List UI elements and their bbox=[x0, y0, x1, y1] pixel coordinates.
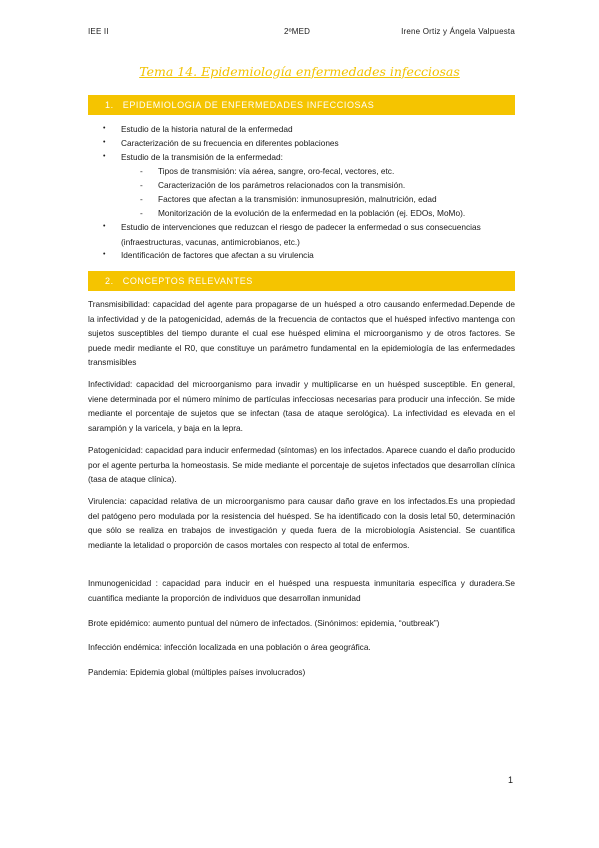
document-title bbox=[0, 64, 599, 79]
list-item bbox=[88, 150, 518, 165]
sub-list-item-text: Tipos de transmisión: vía aérea, sangre, oro-fecal, vectores, etc. bbox=[158, 166, 395, 176]
definition-brote-epidemico: Brote epidémico: aumento puntual del número de infectados. (Sinónimos: epidemia, “outbreak”) bbox=[88, 618, 440, 628]
sub-list-item-text: Monitorización de la evolución de la enfermedad en la población (ej. EDOs, MoMo). bbox=[158, 208, 466, 218]
section-number: 1. bbox=[105, 100, 114, 110]
list-item-text: Estudio de intervenciones que reduzcan el riesgo de padecer la enfermedad o sus consecuencias (infraestructuras, vacunas, antimicrobianos, etc.) bbox=[121, 222, 481, 247]
list-item-text: Caracterización de su frecuencia en diferentes poblaciones bbox=[121, 138, 339, 148]
bullet-icon: • bbox=[103, 223, 106, 230]
list-item bbox=[88, 220, 518, 249]
list-item-text: Identificación de factores que afectan a su virulencia bbox=[121, 250, 314, 260]
bullet-icon: • bbox=[103, 139, 106, 146]
dash-icon: - bbox=[140, 208, 143, 218]
definition-patogenicidad: Patogenicidad: capacidad para inducir enfermedad (síntomas) en los infectados. Aparece cuando el daño producido por el agente perturba la homeostasis. Se mide mediante el porcentaje de sujetos infectados que desarrollan clínica (tasa de ataque clínica). bbox=[88, 445, 515, 485]
header-authors: Irene Ortiz y Ángela Valpuesta bbox=[401, 27, 515, 36]
section-title: EPIDEMIOLOGIA DE ENFERMEDADES INFECCIOSAS bbox=[122, 100, 375, 110]
list-item bbox=[88, 136, 518, 151]
definition-transmisibilidad: Transmisibilidad: capacidad del agente para propagarse de un huésped a otro causando enfermedad.Depende de la infectividad y de la patogenicidad, además de la frecuencia de contactos que el huésped infectivo mantenga con sujetos susceptibles del tiempo durante el cual ese huésped elimina el microorganismo y de otros factores. Se puede medir mediante el R0, que constituye un parámetro fundamental en la epidemiología de las enfermedades transmisibles bbox=[88, 299, 515, 368]
definition-inmunogenicidad: Inmunogenicidad : capacidad para inducir en el huésped una respuesta inmunitaria específica y duradera.Se cuantifica mediante la proporción de individuos que desarrollan inmunidad bbox=[88, 578, 515, 603]
section-title: CONCEPTOS RELEVANTES bbox=[122, 276, 253, 286]
header-course: IEE II bbox=[88, 27, 109, 36]
definition-infectividad: Infectividad: capacidad del microorganismo para invadir y multiplicarse en un huésped susceptible. En general, viene determinada por el número mínimo de partículas infecciosas necesarias para producir una infección. Se mide mediante el porcentaje de sujetos que se infectan (tasa de ataque serológica). La infectividad es elevada en el sarampión y la varicela, y baja en la lepra. bbox=[88, 379, 515, 433]
list-item bbox=[88, 248, 518, 263]
sub-list-item-text: Factores que afectan a la transmisión: inmunosupresión, malnutrición, edad bbox=[158, 194, 437, 204]
section-heading-1 bbox=[88, 95, 515, 115]
bullet-icon: • bbox=[103, 125, 106, 132]
list-item-text: Estudio de la historia natural de la enfermedad bbox=[121, 124, 293, 134]
sub-list-item-text: Caracterización de los parámetros relacionados con la transmisión. bbox=[158, 180, 406, 190]
header-year: 2ºMED bbox=[284, 27, 311, 36]
list-item-text: Estudio de la transmisión de la enfermedad: bbox=[121, 152, 283, 162]
page-number: 1 bbox=[507, 775, 513, 785]
sub-list-item bbox=[140, 178, 520, 193]
document-title-text: Tema 14. Epidemiología enfermedades infecciosas bbox=[139, 64, 460, 79]
definition-virulencia: Virulencia: capacidad relativa de un microorganismo para causar daño grave en los infectados.Es una propiedad del patógeno pero modulada por la resistencia del huésped. Se ha identificado con la dosis letal 50, determinación que sólo se realiza en trabajos de investigación y queda fuera de la microbiología Asistencial. Se cuantifica mediante la letalidad o proporción de casos mortales con respecto al total de enfermos. bbox=[88, 496, 515, 550]
sub-list-item bbox=[140, 164, 520, 179]
bullet-icon: • bbox=[103, 153, 106, 160]
list-item bbox=[88, 122, 518, 137]
sub-list-item bbox=[140, 192, 520, 207]
definition-pandemia: Pandemia: Epidemia global (múltiples países involucrados) bbox=[88, 667, 306, 677]
section-number: 2. bbox=[105, 276, 114, 286]
dash-icon: - bbox=[140, 180, 143, 190]
dash-icon: - bbox=[140, 194, 143, 204]
section-heading-2 bbox=[88, 271, 515, 291]
dash-icon: - bbox=[140, 166, 143, 176]
sub-list-item bbox=[140, 206, 520, 221]
definition-infeccion-endemica: Infección endémica: infección localizada en una población o área geográfica. bbox=[88, 642, 371, 652]
bullet-icon: • bbox=[103, 251, 106, 258]
